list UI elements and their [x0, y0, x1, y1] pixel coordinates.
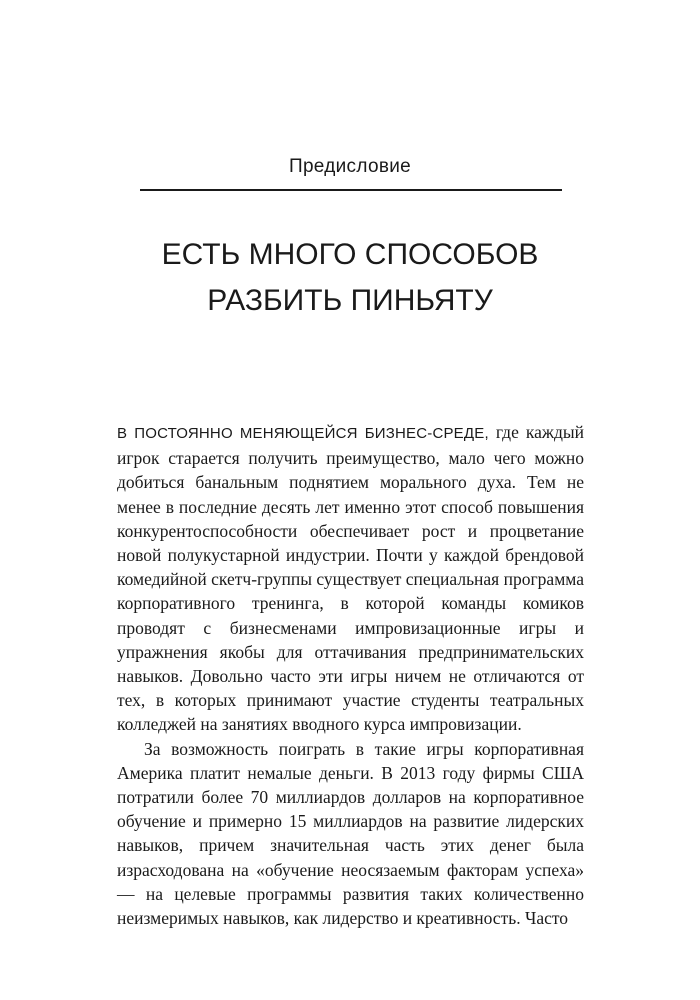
paragraph-2: За возможность поиграть в такие игры корпоративная Америка платит немалые деньги. В 2013 году фирмы США потратили более 70 миллиардов долларов на корпоративное обучение и примерно 15 миллиардов на развитие лидерских навыков, причем значительная часть этих денег была израсходована на «обучение неосязаемым факторам успеха» — на целевые программы развития таких количественно неизмеримых навыков, как лидерство и креативность. Часто: [117, 738, 584, 929]
section-label: Предисловие: [288, 156, 411, 177]
chapter-title-line-1: ЕСТЬ МНОГО СПОСОБОВ: [161, 238, 539, 271]
paragraph-1-lead-in: В ПОСТОЯННО МЕНЯЮЩЕЙСЯ БИЗНЕС-СРЕДЕ,: [117, 425, 489, 442]
chapter-title-line-2: РАЗБИТЬ ПИНЬЯТУ: [207, 284, 493, 317]
chapter-title: [0, 232, 700, 324]
paragraph-1-text: где каждый игрок старается получить преимущество, мало чего можно добиться банальным поднятием морального духа. Тем не менее в последние десять лет именно этот способ повышения конкурентоспособности обеспечивает рост и процветание новой полукустарной индустрии. Почти у каждой брендовой комедийной скетч-группы существует специальная программа корпоративного тренинга, в которой команды комиков проводят с бизнесменами импровизационные игры и упражнения якобы для оттачивания предпринимательских навыков. Довольно часто эти игры ничем не отличаются от тех, в которых принимают участие студенты театральных колледжей на занятиях вводного курса импровизации.: [117, 422, 584, 735]
body-text: [117, 420, 584, 930]
header-rule: [140, 189, 562, 191]
paragraph-1: [117, 420, 584, 737]
